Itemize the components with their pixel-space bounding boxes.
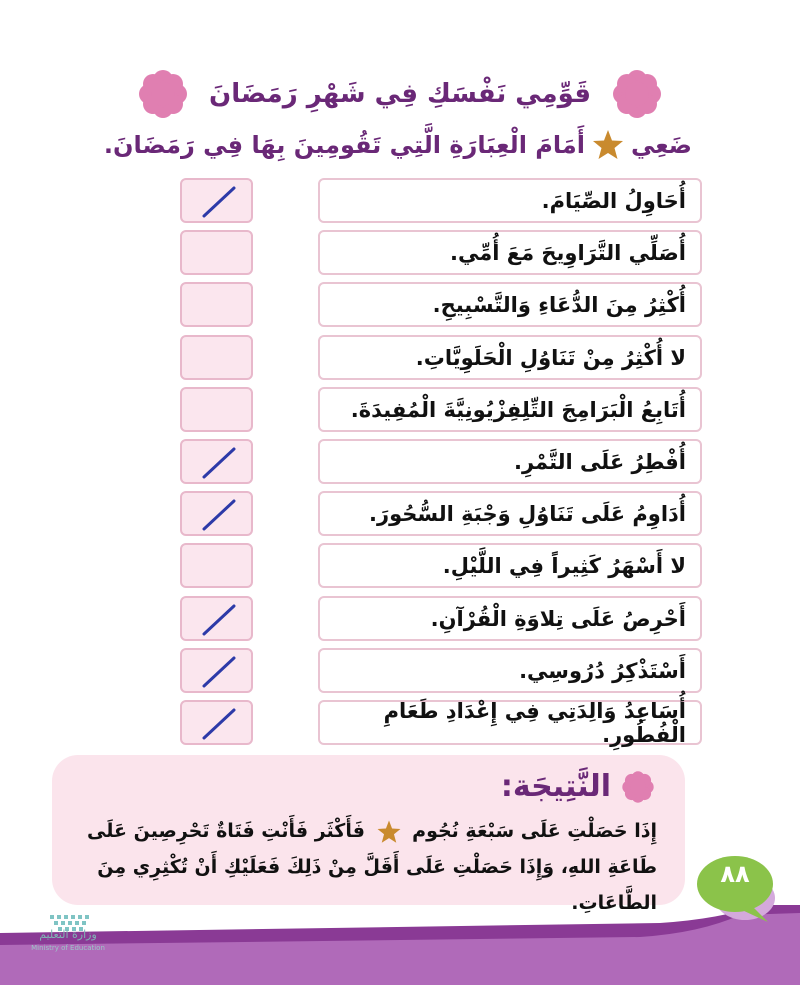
checklist — [0, 178, 800, 748]
star-icon — [591, 128, 625, 162]
check-mark-icon — [194, 445, 244, 481]
statement-text: أُحَاوِلُ الصِّيَامَ. — [318, 178, 702, 223]
checklist-row — [0, 178, 800, 225]
statement-text: أُكْثِرُ مِنَ الدُّعَاءِ وَالتَّسْبِيحِ. — [318, 282, 702, 327]
result-text-part1: إِذَا حَصَلْتِ عَلَى سَبْعَةِ نُجُوم — [412, 820, 657, 842]
page-title: قَوِّمِي نَفْسَكِ فِي شَهْرِ رَمَضَانَ — [209, 79, 591, 109]
statement-text: أُتَابِعُ الْبَرَامِجَ التِّلِفِزْيُونِيَّةَ الْمُفِيدَةَ. — [318, 387, 702, 432]
checklist-row — [0, 596, 800, 643]
answer-box[interactable] — [180, 335, 253, 380]
statement-text: أُسَاعِدُ وَالِدَتِي فِي إِعْدَادِ طَعَامِ الْفُطُورِ. — [318, 700, 702, 745]
answer-box[interactable] — [180, 282, 253, 327]
star-icon — [376, 819, 402, 845]
statement-text: أَحْرِصُ عَلَى تِلاوَةِ الْقُرْآنِ. — [318, 596, 702, 641]
answer-box[interactable] — [180, 648, 253, 693]
statement-text: أُدَاوِمُ عَلَى تَنَاوُلِ وَجْبَةِ السُّحُورَ. — [318, 491, 702, 536]
result-heading — [501, 769, 655, 804]
title-row — [0, 62, 800, 126]
flower-icon — [621, 770, 655, 804]
flower-icon — [137, 68, 189, 120]
flower-icon — [611, 68, 663, 120]
checklist-row — [0, 387, 800, 434]
check-mark-icon — [194, 184, 244, 220]
statement-text: أُصَلِّي التَّرَاوِيحَ مَعَ أُمِّي. — [318, 230, 702, 275]
checklist-row — [0, 439, 800, 486]
answer-box[interactable] — [180, 387, 253, 432]
answer-box[interactable] — [180, 439, 253, 484]
statement-text: أَسْتَذْكِرُ دُرُوسِي. — [318, 648, 702, 693]
statement-text: أُفْطِرُ عَلَى التَّمْرِ. — [318, 439, 702, 484]
result-box — [52, 755, 685, 914]
answer-box[interactable] — [180, 491, 253, 536]
answer-box[interactable] — [180, 700, 253, 745]
page-number: ٨٨ — [720, 860, 750, 888]
answer-box[interactable] — [180, 596, 253, 641]
result-heading-text: النَّتِيجَة: — [500, 769, 611, 804]
answer-box[interactable] — [180, 178, 253, 223]
check-mark-icon — [194, 602, 244, 638]
statement-text: لا أَسْهَرُ كَثِيراً فِي اللَّيْلِ. — [318, 543, 702, 588]
checklist-row — [0, 491, 800, 538]
checklist-row — [0, 230, 800, 277]
checklist-row — [0, 648, 800, 695]
check-mark-icon — [194, 654, 244, 690]
instruction — [104, 128, 692, 162]
ministry-name-english: Ministry of Education — [31, 944, 105, 952]
checklist-row — [0, 335, 800, 382]
instruction-verb: ضَعِي — [630, 131, 692, 159]
checklist-row — [0, 700, 800, 747]
check-mark-icon — [194, 706, 244, 742]
checklist-row — [0, 282, 800, 329]
checklist-row — [0, 543, 800, 590]
answer-box[interactable] — [180, 543, 253, 588]
bottom-band — [0, 905, 800, 985]
result-text-part2: فَأَكْثَر فَأَنْتِ فَتَاةٌ تَحْرِصِينَ عَلَى طَاعَةِ اللهِ، وَإِذَا حَصَلْتِ عَلَى أَقَلَّ مِنْ ذَلِكَ فَعَلَيْكِ أَنْ تُكْثِرِي مِنَ الطَّاعَاتِ. — [87, 820, 657, 914]
statement-text: لا أُكْثِرُ مِنْ تَنَاوُلِ الْحَلَوِيَّاتِ. — [318, 335, 702, 380]
ministry-name-arabic: وزارة التعليم — [39, 928, 97, 941]
check-mark-icon — [194, 497, 244, 533]
answer-box[interactable] — [180, 230, 253, 275]
instruction-text: أَمَامَ الْعِبَارَةِ الَّتِي تَقُومِينَ بِهَا فِي رَمَضَانَ. — [103, 131, 585, 159]
